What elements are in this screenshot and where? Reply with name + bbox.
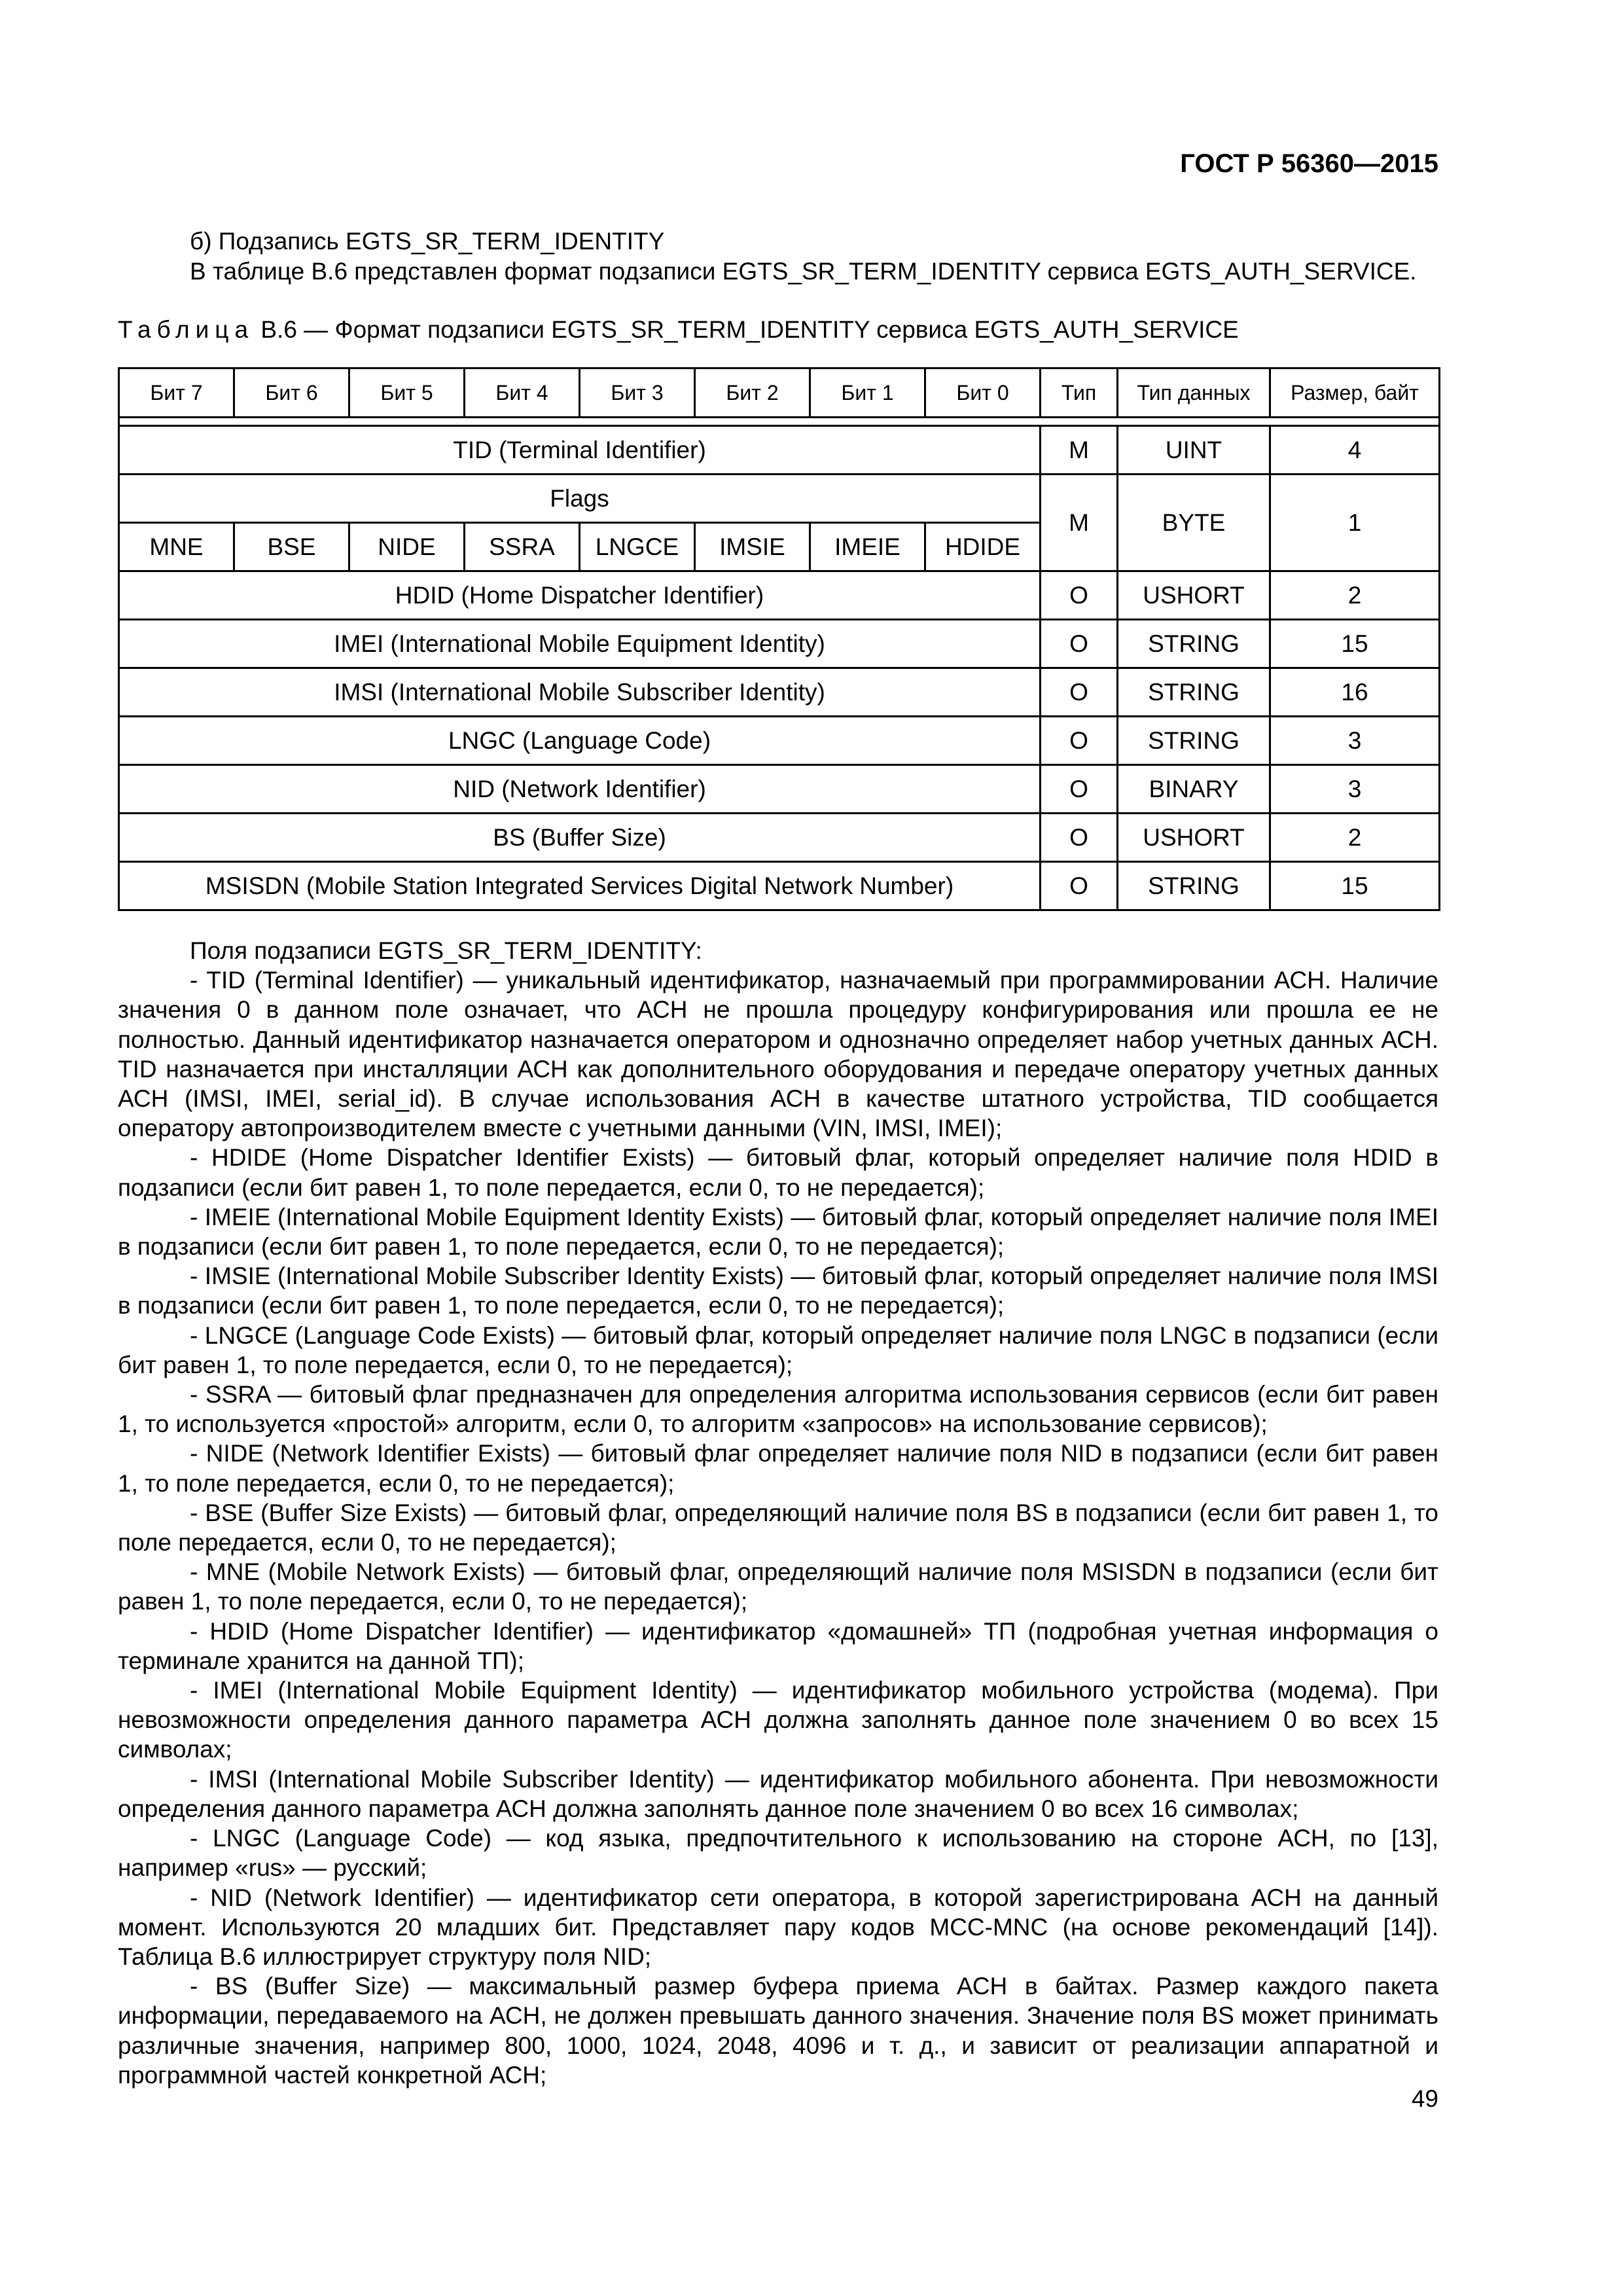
flag-bit-cell: LNGCE [580, 523, 695, 571]
type-cell: O [1041, 717, 1118, 765]
field-name-cell: IMSI (International Mobile Subscriber Identity) [119, 668, 1041, 717]
field-name-cell: LNGC (Language Code) [119, 717, 1041, 765]
data-type-cell: USHORT [1118, 814, 1270, 862]
header-cell: Размер, байт [1270, 368, 1440, 418]
type-cell: O [1041, 620, 1118, 668]
field-descriptions [118, 936, 1438, 2090]
header-cell: Бит 2 [695, 368, 810, 418]
size-cell: 3 [1270, 765, 1440, 814]
flag-bit-cell: IMEIE [810, 523, 925, 571]
field-description: - IMSIE (International Mobile Subscriber Identity Exists) — битовый флаг, который определяет наличие поля IMSI в подзаписи (если бит равен 1, то поле передается, если 0, то не передается); [118, 1263, 1438, 1319]
data-type-cell: STRING [1118, 717, 1270, 765]
intro-sentence: В таблице В.6 представлен формат подзаписи EGTS_SR_TERM_IDENTITY сервиса EGTS_AUTH_SERVICE. [190, 258, 1417, 285]
descriptions-lead: Поля подзаписи EGTS_SR_TERM_IDENTITY: [190, 937, 702, 964]
table-row [119, 717, 1440, 765]
size-cell: 1 [1270, 475, 1440, 571]
flag-bit-cell: MNE [119, 523, 234, 571]
field-name-cell: BS (Buffer Size) [119, 814, 1041, 862]
field-description: - HDID (Home Dispatcher Identifier) — идентификатор «домашней» ТП (подробная учетная информация о терминале хранится на данной ТП); [118, 1617, 1438, 1674]
data-type-cell: BINARY [1118, 765, 1270, 814]
data-type-cell: STRING [1118, 668, 1270, 717]
type-cell: O [1041, 668, 1118, 717]
type-cell: O [1041, 765, 1118, 814]
header-cell: Бит 4 [465, 368, 580, 418]
data-type-cell: STRING [1118, 620, 1270, 668]
type-cell: M [1041, 475, 1118, 571]
header-cell: Бит 7 [119, 368, 234, 418]
field-description: - BSE (Buffer Size Exists) — битовый флаг, определяющий наличие поля BS в подзаписи (если бит равен 1, то поле передается, если 0, то не передается); [118, 1499, 1438, 1556]
type-cell: O [1041, 571, 1118, 620]
field-description: - LNGC (Language Code) — код языка, предпочтительного к использованию на стороне АСН, по [13], например «rus» — русский; [118, 1825, 1438, 1882]
intro-block [118, 226, 1438, 287]
subrecord-format-table [118, 367, 1440, 911]
data-type-cell: UINT [1118, 426, 1270, 475]
flag-bit-cell: IMSIE [695, 523, 810, 571]
type-cell: O [1041, 862, 1118, 910]
table-row [119, 475, 1440, 523]
type-cell: M [1041, 426, 1118, 475]
field-name-cell: MSISDN (Mobile Station Integrated Services Digital Network Number) [119, 862, 1041, 910]
page-number: 49 [1411, 2085, 1438, 2112]
header-cell: Тип данных [1118, 368, 1270, 418]
document-header-id: ГОСТ Р 56360—2015 [1180, 149, 1438, 178]
field-description: - NID (Network Identifier) — идентификатор сети оператора, в которой зарегистрирована АСН на данный момент. Используются 20 младших бит. Представляет пару кодов MCC-MNC (на основе рекомендаций [14]). Таблица В.6 иллюстрирует структуру поля NID; [118, 1884, 1438, 1970]
data-type-cell: STRING [1118, 862, 1270, 910]
header-cell: Бит 3 [580, 368, 695, 418]
size-cell: 16 [1270, 668, 1440, 717]
field-description: - NIDE (Network Identifier Exists) — битовый флаг определяет наличие поля NID в подзаписи (если бит равен 1, то поле передается, если 0, то не передается); [118, 1440, 1438, 1497]
field-description: - BS (Buffer Size) — максимальный размер буфера приема АСН в байтах. Размер каждого пакета информации, передаваемого на АСН, не должен превышать данного значения. Значение поля BS может принимать различные значения, например 800, 1000, 1024, 2048, 4096 и т. д., и зависит от реализации аппаратной и программной частей конкретной АСН; [118, 1973, 1438, 2089]
table-caption [118, 315, 1438, 345]
field-description: - IMEIE (International Mobile Equipment Identity Exists) — битовый флаг, который определяет наличие поля IMEI в подзаписи (если бит равен 1, то поле передается, если 0, то не передается); [118, 1203, 1438, 1261]
size-cell: 2 [1270, 814, 1440, 862]
header-cell: Бит 5 [349, 368, 465, 418]
flag-bit-cell: BSE [234, 523, 349, 571]
header-cell: Бит 1 [810, 368, 925, 418]
table-row [119, 814, 1440, 862]
flag-bit-cell: HDIDE [925, 523, 1041, 571]
field-name-cell: IMEI (International Mobile Equipment Identity) [119, 620, 1041, 668]
table-row [119, 426, 1440, 475]
field-description: - TID (Terminal Identifier) — уникальный идентификатор, назначаемый при программировании АСН. Наличие значения 0 в данном поле означает, что АСН не прошла процедуру конфигурирования или прошла ее не полностью. Данный идентификатор назначается оператором и однозначно определяет набор учетных данных АСН. TID назначается при инсталляции АСН как дополнительного оборудования и передаче оператору учетных данных АСН (IMSI, IMEI, serial_id). В случае использования АСН в качестве штатного устройства, TID сообщается оператору автопроизводителем вместе с учетными данными (VIN, IMSI, IMEI); [118, 967, 1438, 1142]
header-separator [119, 418, 1440, 426]
table-header-row [119, 368, 1440, 418]
size-cell: 4 [1270, 426, 1440, 475]
header-cell: Бит 0 [925, 368, 1041, 418]
table-row [119, 620, 1440, 668]
flag-bit-cell: NIDE [349, 523, 465, 571]
table-row [119, 765, 1440, 814]
subrecord-heading: б) Подзапись EGTS_SR_TERM_IDENTITY [190, 228, 665, 255]
field-description: - LNGCE (Language Code Exists) — битовый флаг, который определяет наличие поля LNGC в подзаписи (если бит равен 1, то поле передается, если 0, то не передается); [118, 1321, 1438, 1378]
header-cell: Тип [1041, 368, 1118, 418]
field-description: - IMSI (International Mobile Subscriber Identity) — идентификатор мобильного абонента. При невозможности определения данного параметра АСН должна заполнять данное поле значением 0 во всех 16 символах; [118, 1765, 1438, 1822]
header-cell: Бит 6 [234, 368, 349, 418]
data-type-cell: USHORT [1118, 571, 1270, 620]
table-caption-text: В.6 — Формат подзаписи EGTS_SR_TERM_IDENTITY сервиса EGTS_AUTH_SERVICE [254, 316, 1239, 343]
field-name-cell: Flags [119, 475, 1041, 523]
table-caption-label: Таблица [118, 316, 255, 343]
size-cell: 15 [1270, 862, 1440, 910]
field-name-cell: HDID (Home Dispatcher Identifier) [119, 571, 1041, 620]
table-row [119, 571, 1440, 620]
size-cell: 2 [1270, 571, 1440, 620]
data-type-cell: BYTE [1118, 475, 1270, 571]
field-description: - HDIDE (Home Dispatcher Identifier Exists) — битовый флаг, который определяет наличие поля HDID в подзаписи (если бит равен 1, то поле передается, если 0, то не передается); [118, 1144, 1438, 1201]
flag-bit-cell: SSRA [465, 523, 580, 571]
table-row [119, 668, 1440, 717]
type-cell: O [1041, 814, 1118, 862]
size-cell: 3 [1270, 717, 1440, 765]
field-description: - IMEI (International Mobile Equipment Identity) — идентификатор мобильного устройства (модема). При невозможности определения данного параметра АСН должна заполнять данное поле значением 0 во всех 15 символах; [118, 1677, 1438, 1763]
field-name-cell: TID (Terminal Identifier) [119, 426, 1041, 475]
table-row [119, 862, 1440, 910]
field-description: - MNE (Mobile Network Exists) — битовый флаг, определяющий наличие поля MSISDN в подзаписи (если бит равен 1, то поле передается, если 0, то не передается); [118, 1558, 1438, 1615]
size-cell: 15 [1270, 620, 1440, 668]
field-name-cell: NID (Network Identifier) [119, 765, 1041, 814]
field-description: - SSRA — битовый флаг предназначен для определения алгоритма использования сервисов (если бит равен 1, то используется «простой» алгоритм, если 0, то алгоритм «запросов» на использование сервисов); [118, 1381, 1438, 1438]
